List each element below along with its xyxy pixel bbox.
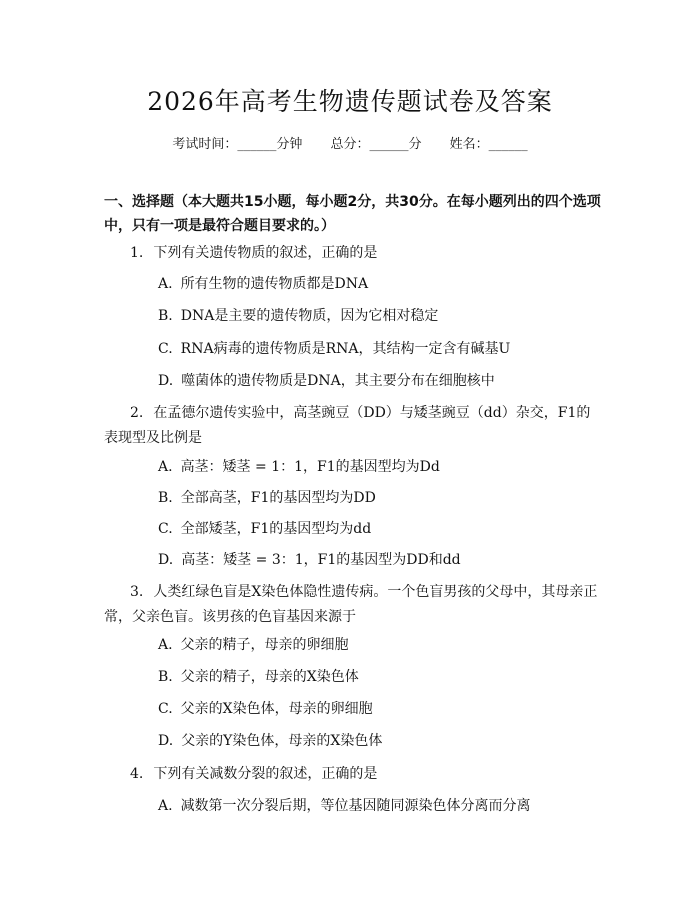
option-text: 噬菌体的遗传物质是DNA，其主要分布在细胞核中 [181,373,495,389]
total-score-field: 总分：______分 [330,137,422,152]
option-text: RNA病毒的遗传物质是RNA，其结构一定含有碱基U [180,341,511,357]
question-2-option-a [158,456,608,478]
exam-info-line [0,133,700,152]
student-name-field: 姓名：______ [449,137,528,152]
option-letter: D. [158,552,174,568]
question-number: 3. [130,584,144,600]
option-text: 高茎：矮茎 = 3：1，F1的基因型为DD和dd [181,552,461,568]
question-2-option-c [158,518,608,540]
question-stem: 下列有关遗传物质的叙述，正确的是 [153,245,378,261]
question-3-option-d [158,730,608,752]
option-letter: B. [158,308,173,324]
question-stem: 人类红绿色盲是X染色体隐性遗传病。一个色盲男孩的父母中，其母亲正常，父亲色盲。该男孩的色盲基因来源于 [104,584,598,625]
option-letter: A. [158,276,173,292]
question-number: 4. [130,766,144,782]
question-1-option-b [158,305,608,327]
option-text: 所有生物的遗传物质都是DNA [180,276,369,292]
question-2 [104,401,604,451]
question-3-option-a [158,634,608,656]
option-letter: D. [158,373,174,389]
question-2-option-b [158,487,608,509]
question-1-option-c [158,338,608,360]
question-1-option-d [158,370,608,392]
option-letter: B. [158,490,173,506]
question-2-option-d [158,549,608,571]
option-text: DNA是主要的遗传物质，因为它相对稳定 [180,308,439,324]
question-4 [104,762,604,787]
question-1-option-a [158,273,608,295]
question-3-option-b [158,666,608,688]
option-letter: A. [158,637,173,653]
option-text: 父亲的X染色体，母亲的卵细胞 [180,701,373,717]
option-letter: D. [158,733,174,749]
option-letter: C. [158,341,173,357]
page-title: 2026年高考生物遗传题试卷及答案 [147,87,553,116]
question-stem: 下列有关减数分裂的叙述，正确的是 [153,766,378,782]
option-letter: B. [158,669,173,685]
option-text: 高茎：矮茎 = 1：1，F1的基因型均为Dd [180,459,440,475]
option-text: 父亲的Y染色体，母亲的X染色体 [181,733,383,749]
question-4-option-a [158,795,608,817]
option-text: 全部高茎，F1的基因型均为DD [180,490,376,506]
question-number: 2. [130,405,144,421]
option-text: 全部矮茎，F1的基因型均为dd [180,521,372,537]
option-letter: C. [158,701,173,717]
exam-time-field: 考试时间：______分钟 [172,137,303,152]
option-text: 减数第一次分裂后期，等位基因随同源染色体分离而分离 [180,798,531,814]
option-text: 父亲的精子，母亲的X染色体 [180,669,359,685]
question-3 [104,580,604,630]
section-heading: 一、选择题（本大题共15小题，每小题2分，共30分。在每小题列出的四个选项中，只有一项是最符合题目要求的。） [104,194,601,234]
option-text: 父亲的精子，母亲的卵细胞 [180,637,349,653]
question-stem: 在孟德尔遗传实验中，高茎豌豆（DD）与矮茎豌豆（dd）杂交，F1的表现型及比例是 [104,405,591,446]
option-letter: C. [158,521,173,537]
question-number: 1. [130,245,144,261]
question-3-option-c [158,698,608,720]
question-1 [104,241,604,266]
option-letter: A. [158,798,173,814]
option-letter: A. [158,459,173,475]
